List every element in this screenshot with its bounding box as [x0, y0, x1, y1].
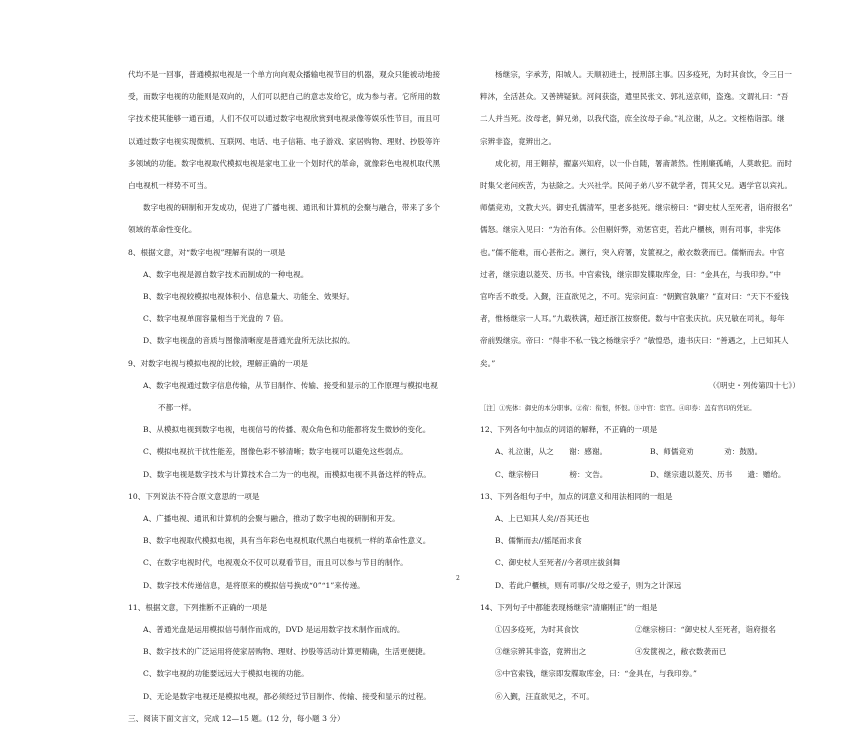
question-11-stem: 11、根据文意，下列推断不正确的一项是 [128, 602, 268, 612]
q12-row-1 [480, 441, 810, 463]
q11-option-c: C、数字电视的功能要远远大于模拟电视的功能。 [143, 669, 309, 679]
q9-option-d: D、数字电视是数字技术与计算技术合二为一的电视，而模拟电视不具备这样的特点。 [143, 469, 431, 479]
q11-option-d: D、无论是数字电视还是模拟电视，都必须经过节目制作、传输、接受和显示的过程。 [143, 691, 431, 701]
q8-option-b: B、数字电视较模拟电视体积小、信息量大、功能全、效果好。 [143, 292, 355, 302]
classical-text-line: 杨继宗，字承芳，阳城人。天顺初进士，授刑部主事。囚多疫死，为时其食饮，令三日一 [495, 70, 792, 79]
question-9-stem: 9、对数字电视与模拟电视的比较，理解正确的一项是 [128, 358, 308, 368]
q10-option-d: D、数字技术传递信息，是将原来的模拟信号换成“0”“1”来传递。 [143, 580, 365, 590]
classical-text-line: 矣。” [480, 358, 496, 368]
q14-item-2: ②继宗榜曰：“御史杖人至死者，诣府报名 [635, 625, 776, 635]
passage-line: 白电视机一样势不可当。 [128, 181, 212, 191]
passage-line: 数字电视的研制和开发成功，促进了广播电视、通讯和计算机的会聚与融合，带来了多个 [143, 203, 440, 213]
q14-row-1 [480, 619, 810, 641]
q13-option-b: B、儒惭而去//摇尾而求食 [495, 536, 582, 546]
classical-text-line: 过者，继宗遗以菱芡、历书。中官索钱，继宗即发牒取库金，曰：“金具在，与我印券。”中 [480, 269, 781, 279]
q13-option-d: D、若此户櫃核，则有司事//父母之爱子，则为之计深远 [495, 580, 682, 590]
classical-text-line: 也。”儒不能难，而心甚衔之。濒行，突入府署，发篋视之，敝衣数袭而已。儒惭而去。中官 [480, 247, 785, 257]
question-14-stem: 14、下列句子中都能表现杨继宗“清廉刚正”的一组是 [480, 602, 658, 612]
q10-option-c: C、在数字电视时代，电视观众不仅可以观看节目，而且可以参与节目的制作。 [143, 558, 408, 568]
q14-item-1: ①囚多疫死，为时其食饮 [495, 625, 579, 635]
q14-item-5: ⑤中官索钱，继宗即发牒取库金，曰：“金具在，与我印券。” [495, 669, 697, 679]
left-column [128, 64, 448, 730]
passage-line: 受，而数字电视的功能则是双向的，人们可以把自己的意志发给它，成为参与者。它所用的数 [128, 92, 441, 102]
q9-option-a: A、数字电视通过数字信息传输，从节目制作、传输、接受和显示的工作原理与模拟电视 [143, 380, 438, 390]
q10-option-a: A、广播电视、通讯和计算机的会聚与融合，推动了数字电视的研制和开发。 [143, 514, 400, 524]
classical-text-line: 师儒竞劝，文教大兴。御史孔儒清军，里老多挞死。继宗榜曰：“御史杖人至死者，诣府报名” [480, 203, 793, 213]
q11-option-b: B、数字技术的广泛运用将使家居购物、理财、抄股等活动计算更精确，生活更便捷。 [143, 647, 431, 657]
question-8-stem: 8、根据文意，对“数字电视”理解有误的一项是 [128, 247, 286, 257]
q14-row-2 [480, 641, 810, 663]
q9-option-c: C、模拟电视抗干扰性能差，图像色彩不够清晰；数字电视可以避免这些弱点。 [143, 447, 408, 457]
passage-line: 字技术使其能够一通百通，人们不仅可以通过数字电视欣赏到电视录像等娱乐性节目，而且可 [128, 114, 441, 124]
passage-line: 领域的革命性变化。 [128, 225, 197, 235]
classical-text-line: 者，惟杨继宗一人耳。”九载秩满，超迁浙江按察使。数与中官张庆抗。庆兄敏在司礼，每年 [480, 314, 785, 324]
classical-text-line: 宗辨非盗，竟辨出之。 [480, 136, 557, 146]
q14-item-4: ④发篋视之，敝衣数袭而已 [635, 647, 727, 657]
q12-option-d: D、继宗遗以菱芡、历书 遗：赠给。 [650, 469, 786, 479]
q12-option-c: C、继宗榜曰 榜：文告。 [495, 469, 608, 479]
q8-option-d: D、数字电视盘的音质与图像清晰度是普通光盘所无法比拟的。 [143, 336, 355, 346]
classical-text-line: 帝前毁继宗。帝曰：“得非不私一钱之杨继宗乎？”敏惶恐，遗书庆曰：“善遇之，上已知其人 [480, 336, 789, 346]
question-10-stem: 10、下列说法不符合原文意思的一项是 [128, 491, 260, 501]
q14-item-6: ⑥入觐，汪直欲见之，不可。 [495, 691, 594, 701]
classical-text-line: 儒怒。继宗入见曰：“为治有体。公但剔奸弊，劝惩官吏，若此户櫃核，则有司事，非宪体 [480, 225, 781, 235]
q8-option-c: C、数字电视单面容量相当于光盘的 7 倍。 [143, 314, 288, 324]
right-column [480, 64, 810, 708]
footnote: ［注］①宪体：御史的本分职事。②衔：衔恨，怀恨。③中官：宦官。④印券：盖有官印的凭证。 [480, 404, 756, 413]
q12-row-2 [480, 464, 810, 486]
q10-option-b: B、数字电视取代模拟电视，具有当年彩色电视机取代黑白电视机一样的革命性意义。 [143, 536, 431, 546]
classical-text-line: 成化初，用王翱荐，擢嘉兴知府，以一仆自随，署斋萧然。性刚廉孤峭，人莫敢犯。而时 [495, 158, 792, 168]
passage-line: 以通过数字电视实现微机、互联网、电话、电子信箱、电子游戏、家居购物、理财、抄股等许 [128, 136, 441, 146]
q9-option-a-cont: 不都一样。 [158, 403, 197, 413]
q11-option-a: A、普通光盘是运用模拟信号制作而成的，DVD 是运用数字技术制作而成的。 [143, 625, 405, 635]
passage-line: 多领域的功能。数字电视取代模拟电视是家电工业一个划时代的革命，就像彩色电视机取代黑 [128, 158, 441, 168]
classical-text-line: 二人并当死。汝母老，鲜兄弟，以我代盗，庶全汝母子命。”礼泣谢，从之。文桎梏诣部。继 [480, 114, 785, 124]
page-number: 2 [456, 575, 460, 582]
q8-option-a: A、数字电视是源自数字技术而制成的一种电视。 [143, 269, 309, 279]
q12-option-a: A、礼泣谢，从之 谢：感谢。 [495, 447, 608, 457]
classical-text-line: 官咋舌不敢受。入觐，汪直欲见之，不可。宪宗问直：“朝觐官孰廉？”直对曰：“天下不爱钱 [480, 292, 789, 302]
q13-option-a: A、上已知其人矣//吾其还也 [495, 514, 590, 524]
section-3-heading: 三、阅读下面文言文，完成 12—15 题。(12 分，每小题 3 分） [128, 713, 345, 723]
classical-text-line: 粹沐，全活甚众。又善辨疑狱。河间获盗，遣里民张文、郭礼送京师，盗逸。文谓礼曰：“吾 [480, 92, 789, 102]
question-12-stem: 12、下列各句中加点的词语的解释，不正确的一项是 [480, 425, 658, 435]
q9-option-b: B、从模拟电视到数字电视，电视信号的传播、观众角色和功能都将发生微妙的变化。 [143, 425, 431, 435]
question-13-stem: 13、下列各组句子中，加点的词意义和用法相同的一组是 [480, 491, 673, 501]
q13-option-c: C、御史杖人至死者//今者项庄拔剑舞 [495, 558, 621, 568]
source-citation: （《明史・列传第四十七》） [708, 380, 800, 390]
passage-line: 代均不是一回事，普通模拟电视是一个单方向向观众播输电视节目的机器，观众只能被动地接 [128, 70, 441, 79]
q14-item-3: ③继宗辨其非盗，竟辨出之 [495, 647, 587, 657]
classical-text-line: 时集父老问疾苦，为祛除之。大兴社学。民间子弟八岁不就学者，罚其父兄。遇学官以宾礼。 [480, 181, 793, 191]
q12-option-b: B、师儒竞劝 劝：鼓励。 [650, 447, 763, 457]
